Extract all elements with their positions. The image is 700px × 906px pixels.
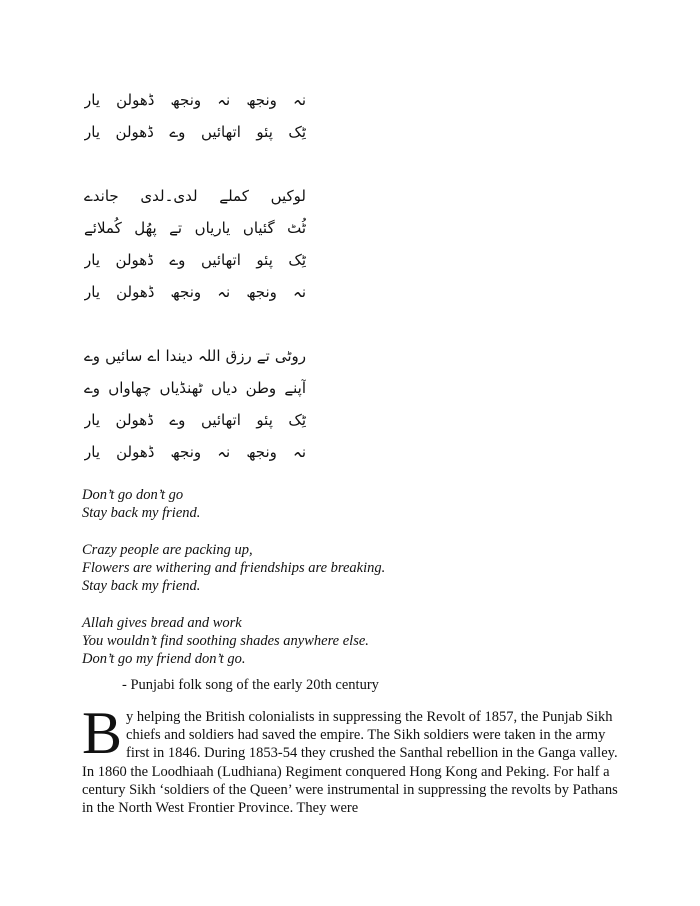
urdu-verse-line: نہ ونجھ نہ ونجھ ڈھولن یار <box>84 443 306 461</box>
translation-line: Crazy people are packing up, <box>82 542 253 558</box>
body-paragraph <box>82 700 620 817</box>
urdu-verse-line: ٹِک پئو اتھائیں وے ڈھولن یار <box>84 251 306 269</box>
song-attribution: - Punjabi folk song of the early 20th century <box>122 677 379 693</box>
translation-line: You wouldn’t find soothing shades anywhere else. <box>82 633 369 649</box>
urdu-stanza-2 <box>84 180 306 308</box>
urdu-stanza-1 <box>84 84 306 148</box>
urdu-verse-line: ٹِک پئو اتھائیں وے ڈھولن یار <box>84 411 306 429</box>
translation-line: Don’t go my friend don’t go. <box>82 651 246 667</box>
translation-line: Stay back my friend. <box>82 505 201 521</box>
drop-cap-letter: B <box>82 700 123 766</box>
body-paragraph-text: y helping the British colonialists in suppressing the Revolt of 1857, the Punjab Sikh chiefs and soldiers had saved the empire. The Sikh soldiers were taken in the army first in 1846. During 1853-54 they crushed the Santhal rebellion in the Ganga valley. In 1860 the Loodhiaah (Ludhiana) Regiment conquered Hong Kong and Peking. For half a century Sikh ‘soldiers of the Queen’ were instrumental in suppressing the revolts by Pathans in the North West Frontier Province. They were <box>82 709 618 817</box>
translation-stanza-1 <box>82 486 602 522</box>
translation-line: Flowers are withering and friendships are breaking. <box>82 560 386 576</box>
urdu-verse-line: ٹِک پئو اتھائیں وے ڈھولن یار <box>84 123 306 141</box>
urdu-verse-line: لوکیں کملے لدی۔لدی جاندے <box>84 187 306 205</box>
translation-stanza-2 <box>82 541 602 595</box>
urdu-verse-line: نہ ونجھ نہ ونجھ ڈھولن یار <box>84 283 306 301</box>
english-translation <box>82 486 602 687</box>
translation-line: Don’t go don’t go <box>82 487 184 503</box>
urdu-verse-line: ٹُٹ گئیاں یاریاں تے پھُل کُملائے <box>84 219 306 237</box>
translation-stanza-3 <box>82 614 602 668</box>
translation-line: Stay back my friend. <box>82 578 201 594</box>
urdu-verse-line: نہ ونجھ نہ ونجھ ڈھولن یار <box>84 91 306 109</box>
urdu-verse-line: آپنے وطن دیاں ٹھنڈیاں چھاواں وے <box>84 379 306 397</box>
urdu-verse-line: روٹی تے رزق اللہ دیندا اے سائیں وے <box>84 347 306 365</box>
translation-line: Allah gives bread and work <box>82 615 242 631</box>
urdu-stanza-3 <box>84 340 306 468</box>
